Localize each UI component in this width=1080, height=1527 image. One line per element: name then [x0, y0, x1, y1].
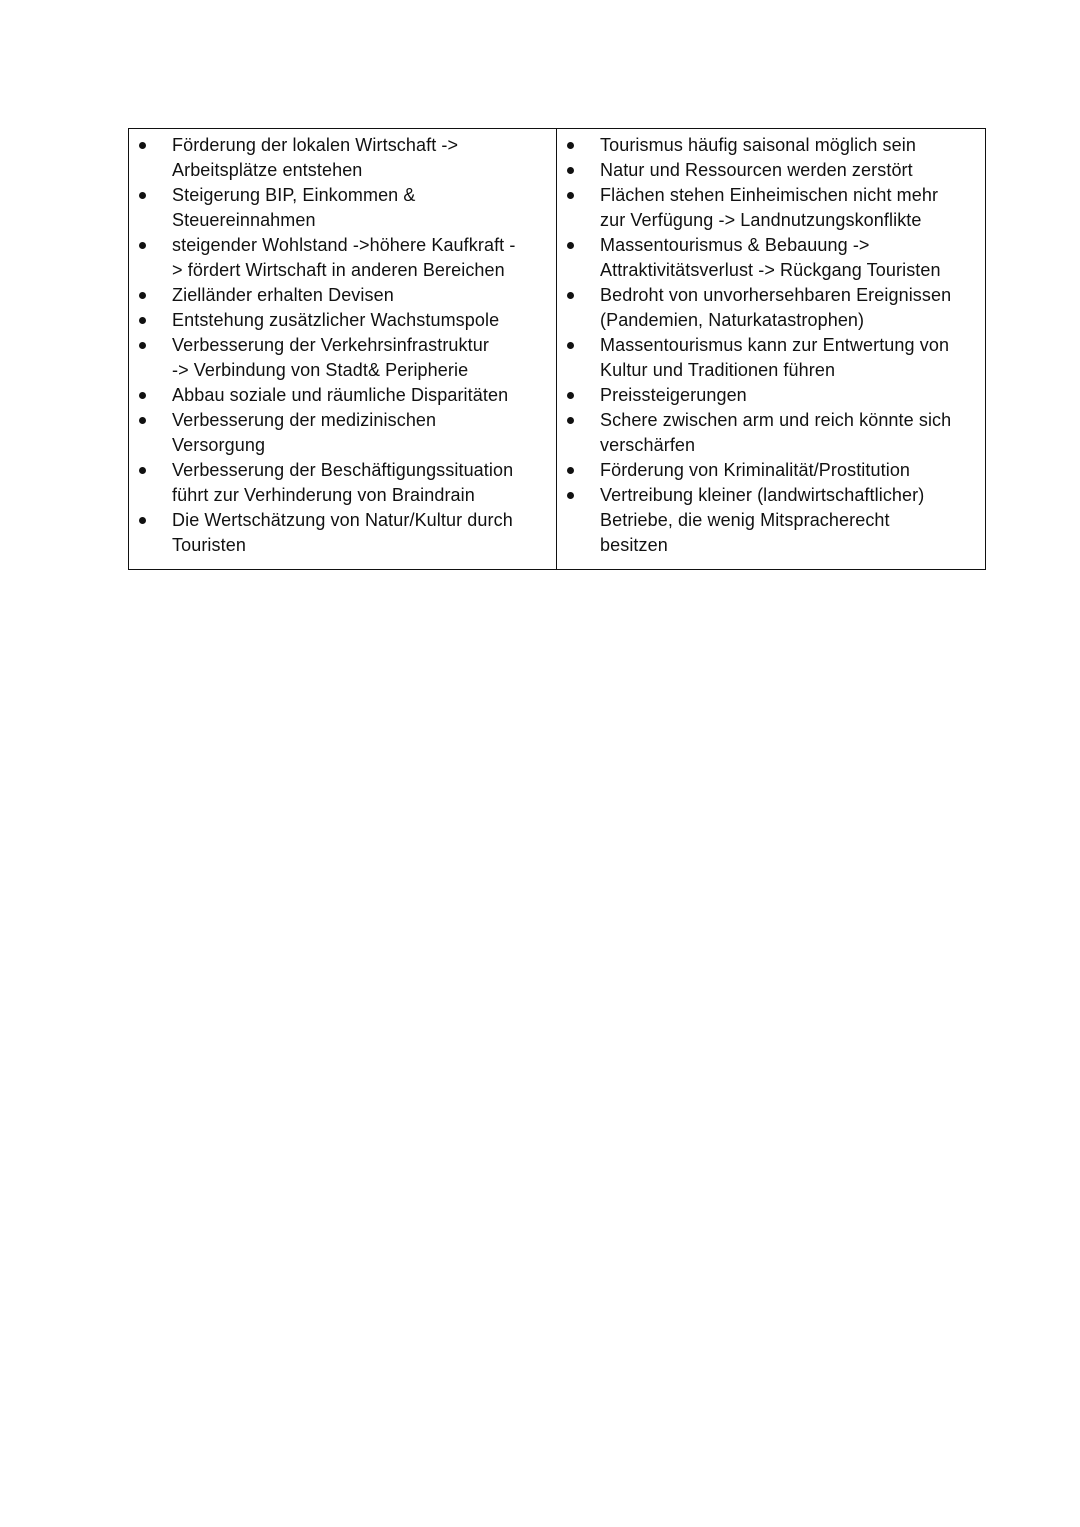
advantage-text: Abbau soziale und räumliche Disparitäten	[172, 385, 509, 405]
disadvantage-item	[557, 483, 985, 558]
disadvantage-item	[557, 458, 985, 483]
bullet-icon	[567, 492, 574, 499]
advantage-text: Steigerung BIP, Einkommen & Steuereinnahmen	[172, 185, 416, 230]
bullet-icon	[139, 467, 146, 474]
bullet-icon	[139, 392, 146, 399]
disadvantage-item	[557, 383, 985, 408]
advantage-text: Förderung der lokalen Wirtschaft -> Arbeitsplätze entstehen	[172, 135, 459, 180]
disadvantage-text: Preissteigerungen	[600, 385, 747, 405]
disadvantages-list	[557, 133, 985, 558]
advantage-item	[129, 183, 556, 233]
disadvantage-item	[557, 158, 985, 183]
disadvantage-text: Tourismus häufig saisonal möglich sein	[600, 135, 916, 155]
advantage-item	[129, 458, 556, 508]
advantages-list	[129, 133, 556, 558]
bullet-icon	[139, 292, 146, 299]
bullet-icon	[567, 417, 574, 424]
bullet-icon	[139, 192, 146, 199]
disadvantage-item	[557, 333, 985, 383]
bullet-icon	[139, 342, 146, 349]
advantage-text: Verbesserung der medizinischen Versorgung	[172, 410, 437, 455]
disadvantage-item	[557, 133, 985, 158]
pro-contra-table	[128, 128, 986, 570]
bullet-icon	[139, 317, 146, 324]
advantage-item	[129, 283, 556, 308]
bullet-icon	[139, 142, 146, 149]
disadvantage-item	[557, 408, 985, 458]
disadvantage-text: Schere zwischen arm und reich könnte sich verschärfen	[600, 410, 952, 455]
disadvantage-item	[557, 183, 985, 233]
bullet-icon	[567, 467, 574, 474]
bullet-icon	[567, 342, 574, 349]
bullet-icon	[139, 517, 146, 524]
bullet-icon	[567, 392, 574, 399]
disadvantage-text: Massentourismus & Bebauung -> Attraktivitätsverlust -> Rückgang Touristen	[600, 235, 941, 280]
bullet-icon	[139, 417, 146, 424]
advantage-text: steigender Wohlstand ->höhere Kaufkraft - > fördert Wirtschaft in anderen Bereichen	[172, 235, 516, 280]
disadvantage-text: Förderung von Kriminalität/Prostitution	[600, 460, 911, 480]
advantage-item	[129, 133, 556, 183]
bullet-icon	[139, 242, 146, 249]
advantage-item	[129, 333, 556, 383]
disadvantage-item	[557, 283, 985, 333]
bullet-icon	[567, 167, 574, 174]
advantage-text: Verbesserung der Beschäftigungssituation führt zur Verhinderung von Braindrain	[172, 460, 514, 505]
advantage-item	[129, 383, 556, 408]
bullet-icon	[567, 142, 574, 149]
disadvantage-text: Massentourismus kann zur Entwertung von Kultur und Traditionen führen	[600, 335, 950, 380]
advantage-text: Verbesserung der Verkehrsinfrastruktur -> Verbindung von Stadt& Peripherie	[172, 335, 489, 380]
advantages-column	[129, 129, 557, 569]
bullet-icon	[567, 292, 574, 299]
bullet-icon	[567, 192, 574, 199]
advantage-item	[129, 408, 556, 458]
disadvantage-text: Vertreibung kleiner (landwirtschaftlicher) Betriebe, die wenig Mitspracherecht besitzen	[600, 485, 925, 555]
disadvantages-column	[557, 129, 985, 569]
advantage-text: Die Wertschätzung von Natur/Kultur durch Touristen	[172, 510, 513, 555]
bullet-icon	[567, 242, 574, 249]
advantage-item	[129, 508, 556, 558]
advantage-text: Entstehung zusätzlicher Wachstumspole	[172, 310, 500, 330]
disadvantage-item	[557, 233, 985, 283]
disadvantage-text: Flächen stehen Einheimischen nicht mehr zur Verfügung -> Landnutzungskonflikte	[600, 185, 939, 230]
disadvantage-text: Bedroht von unvorhersehbaren Ereignissen (Pandemien, Naturkatastrophen)	[600, 285, 952, 330]
advantage-item	[129, 308, 556, 333]
advantage-text: Zielländer erhalten Devisen	[172, 285, 394, 305]
disadvantage-text: Natur und Ressourcen werden zerstört	[600, 160, 913, 180]
advantage-item	[129, 233, 556, 283]
